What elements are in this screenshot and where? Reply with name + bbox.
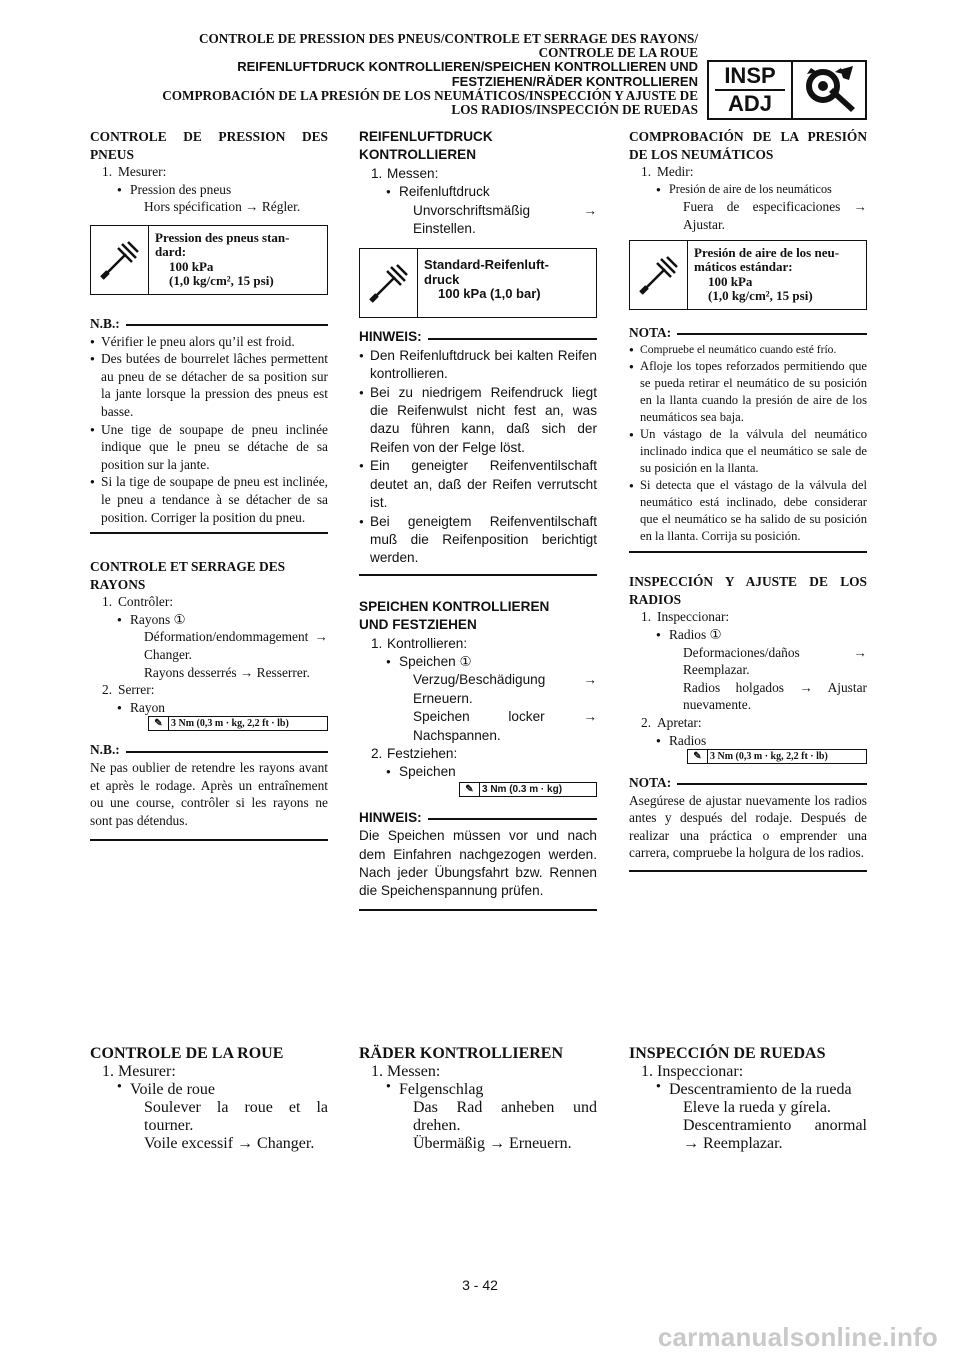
- fr-spec-line1: Pression des pneus stan-: [155, 229, 290, 245]
- de-wheel-section: [359, 1045, 597, 1153]
- de-note2-header: HINWEIS:: [359, 809, 597, 827]
- fr-note-header: N.B.:: [90, 315, 328, 333]
- es-wheel-title: INSPECCIÓN DE RUEDAS: [629, 1045, 826, 1062]
- es-wheel-section: [629, 1045, 867, 1153]
- es-spoke-sub2: Radios holgados → Ajustar nuevamente.: [683, 679, 867, 713]
- de-tire-title: REIFENLUFTDRUCK KONTROLLIEREN: [359, 129, 493, 163]
- fr-spoke-sub2: Rayons desserrés → Resserrer.: [144, 664, 310, 680]
- es-note-header: NOTA:: [629, 324, 867, 342]
- section-badge: [707, 60, 867, 120]
- fr-note2: Ne pas oublier de retendre les rayons avant et après le rodage. Après un entraînement ou une course, contrôler si les rayons ne sont pas détendus.: [90, 760, 328, 828]
- es-tire-bullet: ● Presión de aire de los neumáticos: [629, 181, 867, 199]
- de-note-4: ● Bei geneigtem Reifenventilschaft muß die Reifenposition berichtigt werden.: [359, 513, 597, 568]
- column-german: [359, 128, 597, 911]
- es-spec-line1: Presión de aire de los neu-: [694, 244, 840, 260]
- header-line-4: FESTZIEHEN/RÄDER KONTROLLIEREN: [451, 73, 698, 89]
- es-tire-title: COMPROBACIÓN DE LA PRESIÓN DE LOS NEUMÁTICOS: [629, 129, 867, 162]
- es-spec-line4: (1,0 kg/cm², 15 psi): [708, 288, 813, 304]
- fr-wheel-bullet: ● Voile de roue: [90, 1081, 328, 1099]
- torque-icon: ✎: [460, 783, 480, 796]
- header-line-2: CONTROLE DE LA ROUE: [538, 45, 698, 61]
- es-spoke-step1: 1. Inspeccionar:: [641, 609, 730, 625]
- fr-torque-box: ✎ 3 Nm (0,3 m · kg, 2,2 ft · lb): [148, 716, 328, 731]
- es-wheel-bullet: ● Descentramiento de la rueda: [629, 1081, 867, 1099]
- fr-spoke-step2: 2. Serrer:: [102, 682, 155, 698]
- fr-note-1: ● Vérifier le pneu alors qu’il est froid.: [90, 333, 328, 351]
- page-number: 3 - 42: [462, 1277, 498, 1293]
- fr-note-3: ● Une tige de soupape de pneu inclinée indique que le pneu se détache de sa position sur la jante.: [90, 421, 328, 474]
- fr-spec-line4: (1,0 kg/cm², 15 psi): [169, 273, 274, 289]
- es-wheel-step: 1. Inspeccionar:: [641, 1063, 744, 1080]
- badge-insp: INSP: [724, 63, 776, 88]
- fr-wheel-sub1: Soulever la roue et la tourner.: [144, 1099, 328, 1134]
- fr-spoke-step1: 1. Contrôler:: [102, 594, 174, 610]
- de-torque-box: ✎ 3 Nm (0.3 m · kg): [459, 782, 597, 797]
- es-spec-box: [629, 240, 867, 310]
- de-tire-step: 1. Messen:: [371, 165, 439, 181]
- de-spoke-bullet2: ● Speichen: [359, 763, 597, 781]
- fr-spoke-bullet1: ● Rayons ①: [90, 611, 328, 629]
- es-wheel-sub1: Eleve la rueda y gírela.: [683, 1099, 831, 1116]
- page-header: [58, 32, 698, 117]
- fr-spec-line3: 100 kPa: [169, 258, 214, 274]
- fr-tire-sub: Hors spécification → Régler.: [144, 199, 301, 215]
- es-spoke-step2: 2. Apretar:: [641, 714, 702, 730]
- de-spec-line1: Standard-Reifenluft-: [424, 257, 549, 273]
- es-spoke-title: INSPECCIÓN Y AJUSTE DE LOS RADIOS: [629, 574, 867, 607]
- fr-note-2: ● Des butées de bourrelet lâches permettent au pneu de se détacher de sa position sur la jante lorsque la pression des pneus est basse.: [90, 350, 328, 420]
- es-note2: Asegúrese de ajustar nuevamente los radios antes y después del rodaje. Después de realizar una práctica o emprender una carrera, compruebe la holgura de los radios.: [629, 792, 867, 861]
- fr-note2-header: N.B.:: [90, 741, 328, 759]
- torque-icon: ✎: [688, 750, 708, 763]
- badge-text: [709, 62, 793, 118]
- es-tire-step: 1. Medir:: [641, 164, 694, 180]
- de-wheel-sub1: Das Rad anheben und drehen.: [413, 1099, 597, 1134]
- de-spoke-step1: 1. Kontrollieren:: [371, 635, 468, 651]
- de-wheel-title: RÄDER KONTROLLIEREN: [359, 1045, 564, 1062]
- es-spoke-bullet2: ● Radios: [629, 732, 867, 750]
- column-spanish: [629, 128, 867, 872]
- es-note-2: ● Afloje los topes reforzados permitiendo que se pueda retirar el neumático de su posición en la llanta cuando la presión de aire de los neumáticos sea baja.: [629, 358, 867, 426]
- fr-wheel-step: 1. Mesurer:: [102, 1063, 176, 1080]
- de-spoke-sub2: Speichen locker → Nachspannen.: [413, 709, 597, 743]
- de-spec-box: [359, 248, 597, 318]
- fr-spec-box: [90, 225, 328, 295]
- de-note2: Die Speichen müssen vor und nach dem Einfahren nachgezogen werden. Nach jeder Übungsfahrt bzw. Rennen die Speichenspannung prüfen.: [359, 828, 597, 899]
- fr-note-4: ● Si la tige de soupape de pneu est inclinée, le pneu a tendance à se détacher de sa position. Corriger la position du pneu.: [90, 473, 328, 526]
- es-torque-box: ✎ 3 Nm (0,3 m · kg, 2,2 ft · lb): [687, 749, 867, 764]
- fr-wheel-sub2: Voile excessif → Changer.: [144, 1135, 315, 1152]
- header-line-6: LOS RADIOS/INSPECCIÓN DE RUEDAS: [451, 102, 698, 118]
- fr-tire-bullet: ● Pression des pneus: [90, 181, 328, 199]
- es-spec-line3: 100 kPa: [708, 273, 753, 289]
- column-french: [90, 128, 328, 841]
- es-note-1: ● Compruebe el neumático cuando esté frío.: [629, 341, 867, 358]
- de-tire-sub: Unvorschriftsmäßig → Einstellen.: [413, 202, 597, 237]
- fr-wheel-section: [90, 1045, 328, 1153]
- header-line-1: CONTROLE DE PRESSION DES PNEUS/CONTROLE ET SERRAGE DES RAYONS/: [198, 31, 698, 46]
- fr-spoke-sub1: Déformation/endommagement → Changer.: [144, 629, 328, 663]
- de-note-3: ● Ein geneigter Reifenventilschaft deutet an, daß der Reifen verrutscht ist.: [359, 457, 597, 512]
- spec-wrench-icon: [91, 226, 149, 294]
- spec-wrench-icon: [360, 249, 418, 317]
- es-note-3: ● Un vástago de la válvula del neumático inclinado indica que el neumático se sale de su posición en la llanta.: [629, 426, 867, 477]
- es-wheel-sub2: Descentramiento anormal → Reemplazar.: [683, 1117, 867, 1152]
- fr-tire-title: CONTROLE DE PRESSION DES PNEUS: [90, 129, 328, 162]
- header-line-3: REIFENLUFTDRUCK KONTROLLIEREN/SPEICHEN KONTROLLIEREN UND: [237, 59, 698, 75]
- es-note2-header: NOTA:: [629, 774, 867, 792]
- header-line-5: COMPROBACIÓN DE LA PRESIÓN DE LOS NEUMÁTICOS/INSPECCIÓN Y AJUSTE DE: [162, 87, 698, 103]
- de-spoke-sub1: Verzug/Beschädigung → Erneuern.: [413, 672, 597, 706]
- spec-wrench-icon: [630, 241, 688, 309]
- de-wheel-sub2: Übermäßig → Erneuern.: [413, 1135, 572, 1152]
- de-spoke-title: SPEICHEN KONTROLLIEREN UND FESTZIEHEN: [359, 598, 550, 633]
- watermark: carmanualsonline.info: [657, 1322, 938, 1352]
- wrench-gear-icon: [793, 62, 865, 118]
- es-spoke-sub1: Deformaciones/daños → Reemplazar.: [683, 644, 867, 678]
- torque-icon: ✎: [149, 717, 169, 730]
- de-note-header: HINWEIS:: [359, 328, 597, 346]
- es-spec-line2: máticos estándar:: [694, 259, 793, 275]
- de-wheel-step: 1. Messen:: [371, 1063, 441, 1080]
- de-spoke-bullet1: ● Speichen ①: [359, 653, 597, 671]
- de-note-2: ● Bei zu niedrigem Reifendruck liegt die Reifenwulst nicht fest an, was dazu führen kann, daß sich der Reifen von der Felge löst.: [359, 384, 597, 458]
- fr-tire-step: 1. Mesurer:: [102, 164, 167, 180]
- de-note-1: ● Den Reifenluftdruck bei kalten Reifen kontrollieren.: [359, 347, 597, 384]
- de-wheel-bullet: ● Felgenschlag: [359, 1081, 597, 1099]
- fr-spoke-title: CONTROLE ET SERRAGE DES RAYONS: [90, 559, 286, 592]
- es-spoke-bullet1: ● Radios ①: [629, 626, 867, 644]
- fr-spec-line2: dard:: [155, 244, 187, 260]
- es-tire-sub: Fuera de especificaciones → Ajustar.: [683, 199, 867, 232]
- fr-spoke-bullet2: ● Rayon: [90, 699, 328, 717]
- de-spec-line3: 100 kPa (1,0 bar): [438, 286, 541, 302]
- de-spec-line2: druck: [424, 271, 460, 287]
- de-spoke-step2: 2. Festziehen:: [371, 745, 458, 761]
- de-tire-bullet: ● Reifenluftdruck: [359, 183, 597, 201]
- fr-wheel-title: CONTROLE DE LA ROUE: [90, 1045, 284, 1062]
- badge-adj: ADJ: [727, 91, 772, 116]
- es-note-4: ● Si detecta que el vástago de la válvula del neumático está inclinado, debe considerar que el neumático se ha salido de su posición en la llanta. Corrija su posición.: [629, 477, 867, 545]
